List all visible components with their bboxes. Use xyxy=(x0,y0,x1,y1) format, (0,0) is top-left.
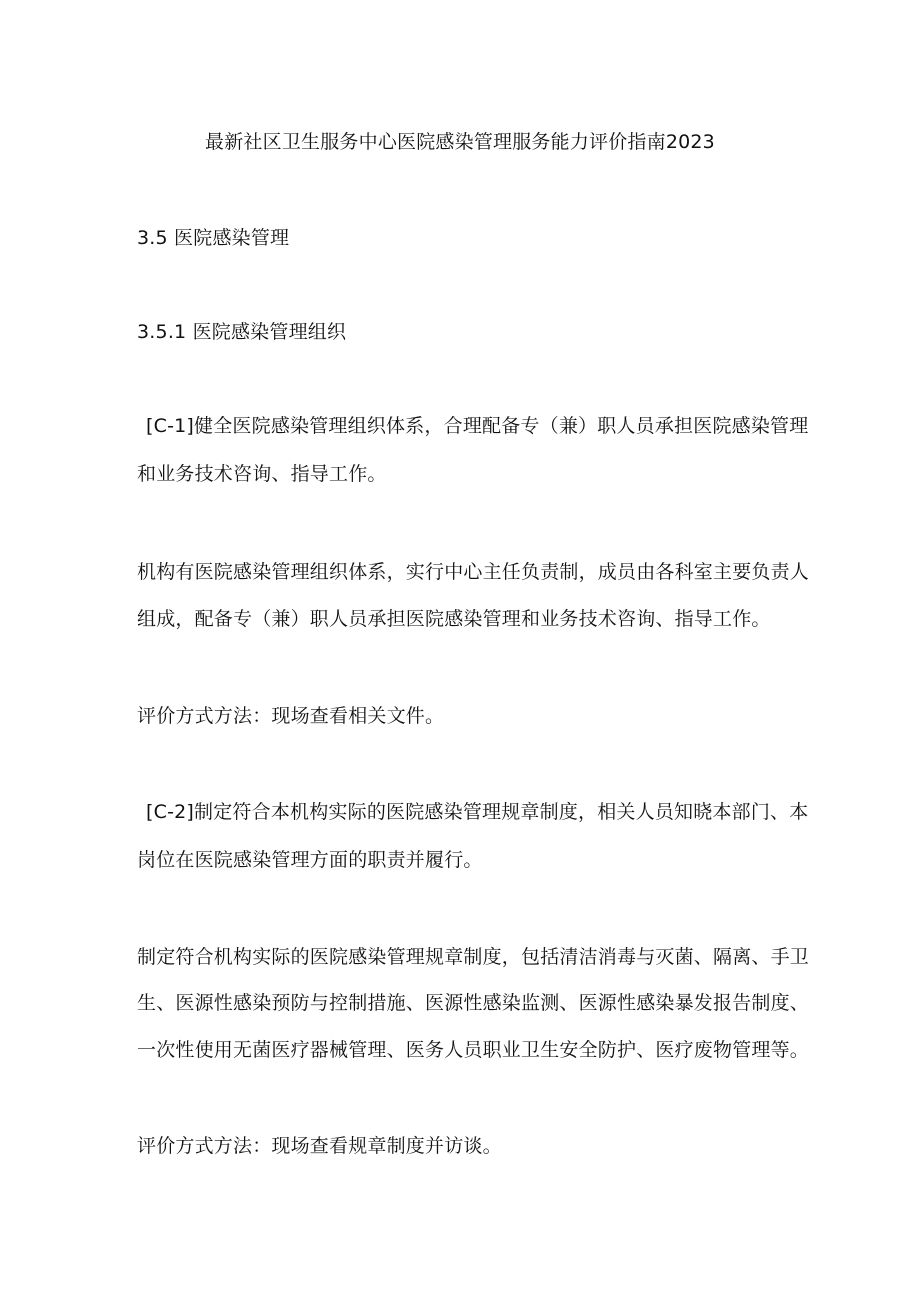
criterion-c2-detail-line-2: 生、医源性感染预防与控制措施、医源性感染监测、医源性感染暴发报告制度、 xyxy=(137,992,810,1014)
subsection-heading: 3.5.1 医院感染管理组织 xyxy=(137,321,347,343)
criterion-c2-line-2: 岗位在医院感染管理方面的职责并履行。 xyxy=(137,849,483,871)
criterion-c1-line-2: 和业务技术咨询、指导工作。 xyxy=(137,463,387,485)
section-heading: 3.5 医院感染管理 xyxy=(137,227,290,249)
criterion-c1-detail-line-2: 组成，配备专（兼）职人员承担医院感染管理和业务技术咨询、指导工作。 xyxy=(137,608,771,630)
document-title: 最新社区卫生服务中心医院感染管理服务能力评价指南2023 xyxy=(205,131,715,153)
criterion-c2-detail-line-1: 制定符合机构实际的医院感染管理规章制度，包括清洁消毒与灭菌、隔离、手卫 xyxy=(137,946,810,968)
criterion-c1-detail-line-1: 机构有医院感染管理组织体系，实行中心主任负责制，成员由各科室主要负责人 xyxy=(137,561,810,583)
criterion-c2-detail-line-3: 一次性使用无菌医疗器械管理、医务人员职业卫生安全防护、医疗废物管理等。 xyxy=(137,1039,810,1061)
criterion-c2-line-1: [C-2]制定符合本机构实际的医院感染管理规章制度，相关人员知晓本部门、本 xyxy=(146,801,809,823)
criterion-c1-line-1: [C-1]健全医院感染管理组织体系，合理配备专（兼）职人员承担医院感染管理 xyxy=(146,415,809,437)
criterion-c1-method: 评价方式方法：现场查看相关文件。 xyxy=(137,705,445,727)
criterion-c2-method: 评价方式方法：现场查看规章制度并访谈。 xyxy=(137,1135,502,1157)
